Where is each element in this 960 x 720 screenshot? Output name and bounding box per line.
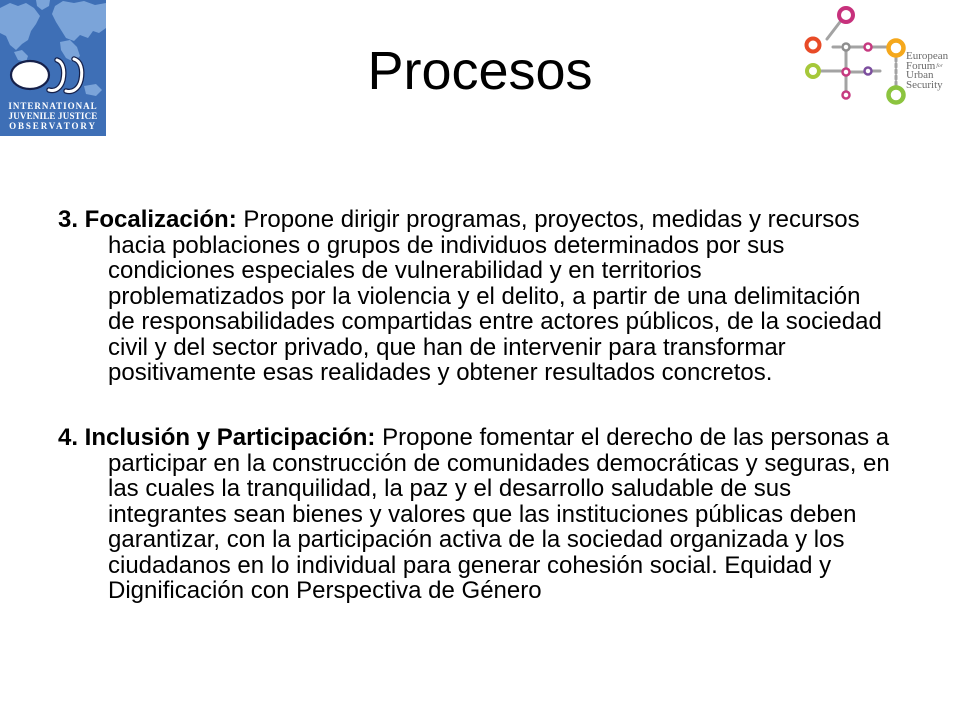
- network-node: [865, 44, 872, 51]
- logo-text-line: OBSERVATORY: [9, 121, 97, 131]
- paragraph-text: Propone fomentar el derecho de las personas a: [382, 424, 890, 451]
- paragraph-line: positivamente esas realidades y obtener resultados concretos.: [108, 359, 773, 386]
- network-node: [843, 44, 850, 51]
- network-node: [889, 88, 904, 103]
- paragraph-inclusion-participacion: [58, 425, 890, 604]
- network-node: [839, 8, 853, 22]
- paragraph-line: civil y del sector privado, que han de intervenir para transformar: [108, 333, 786, 361]
- paragraph-text: Propone dirigir programas, proyectos, medidas y recursos: [243, 206, 860, 233]
- efus-logo-text: [906, 52, 948, 90]
- logo-text-line: Security: [906, 78, 943, 91]
- logo-text-line: INTERNATIONAL: [8, 101, 98, 111]
- network-node: [865, 68, 872, 75]
- paragraph-first-line: [58, 207, 882, 233]
- network-node: [807, 39, 820, 52]
- logo-text-line: European: [906, 50, 949, 62]
- logo-text-line: Urban: [906, 69, 934, 81]
- paragraph-line: problematizados por la violencia y el delito, a partir de una delimitación: [108, 282, 861, 310]
- network-connector: [827, 22, 840, 39]
- network-node: [889, 41, 904, 56]
- paragraph-first-line: [58, 425, 890, 451]
- network-node: [807, 65, 819, 77]
- paragraph-line: integrantes sean bienes y valores que las instituciones públicas deben: [108, 500, 857, 528]
- logo-text-line: JUVENILE JUSTICE: [8, 111, 98, 121]
- slide-title: Procesos: [367, 41, 593, 101]
- logo-text-word: Forum: [906, 59, 936, 72]
- network-node: [843, 69, 850, 76]
- network-connectors: [820, 22, 896, 90]
- paragraph-label: 4. Inclusión y Participación:: [58, 424, 376, 451]
- paragraph-line: participar en la construcción de comunidades democráticas y seguras, en: [108, 449, 890, 477]
- paragraph-line: garantizar, con la participación activa de la sociedad organizada y los: [108, 526, 845, 553]
- paragraph-focalizacion: [58, 207, 882, 386]
- paragraph-line: las cuales la tranquilidad, la paz y el desarrollo saludable de sus: [108, 475, 792, 502]
- paragraph-line: de responsabilidades compartidas entre actores públicos, de la sociedad: [108, 308, 882, 335]
- paragraph-line: condiciones especiales de vulnerabilidad y en territorios: [108, 257, 702, 284]
- paragraph-line: hacia poblaciones o grupos de individuos determinados por sus: [108, 231, 785, 259]
- logo-text-small-word: for: [936, 62, 943, 69]
- paragraph-line: Dignificación con Perspectiva de Género: [108, 577, 542, 604]
- ijjo-logo-text: [0, 101, 106, 131]
- network-node: [843, 92, 850, 99]
- paragraph-line: ciudadanos en lo individual para generar cohesión social. Equidad y: [108, 551, 832, 579]
- paragraph-label: 3. Focalización:: [58, 206, 237, 233]
